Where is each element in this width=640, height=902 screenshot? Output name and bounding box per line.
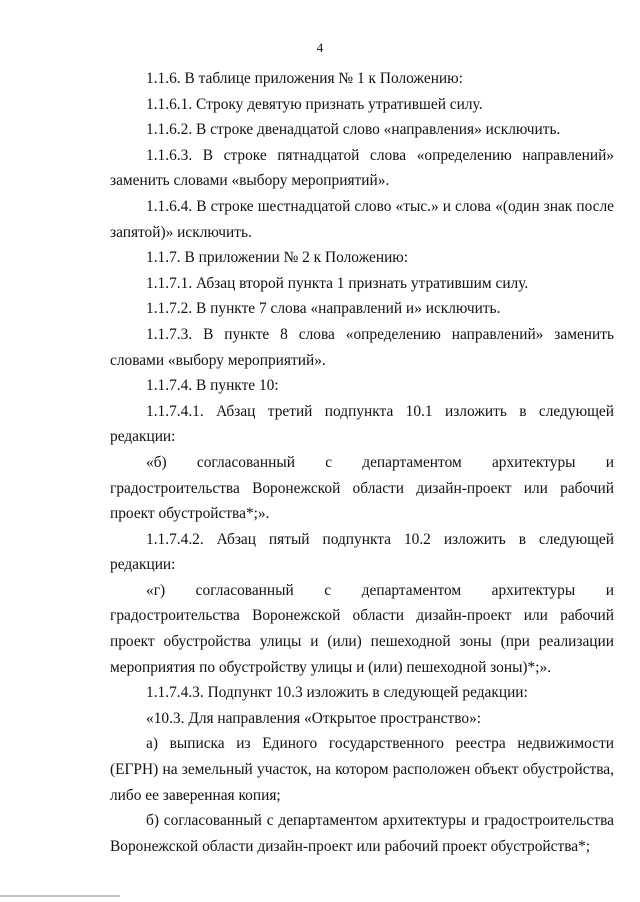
scan-edge-line bbox=[0, 895, 120, 897]
paragraph-1-1-6-1: 1.1.6.1. Строку девятую признать утратившей силу. bbox=[146, 95, 483, 113]
paragraph-1-1-6-2: 1.1.6.2. В строке двенадцатой слово «направления» исключить. bbox=[146, 121, 561, 139]
paragraph-1-1-7-1: 1.1.7.1. Абзац второй пункта 1 признать утратившим силу. bbox=[146, 274, 529, 292]
paragraph-1-1-7-4-1: 1.1.7.4.1. Абзац третий подпункта 10.1 изложить в следующей редакции: bbox=[110, 402, 614, 446]
paragraph-1-1-6-3: 1.1.6.3. В строке пятнадцатой слова «определению направлений» заменить словами «выбору мероприятий». bbox=[110, 146, 614, 190]
quoted-text-10-3: «10.3. Для направления «Открытое пространство»: bbox=[146, 709, 482, 727]
paragraph-1-1-7-3: 1.1.7.3. В пункте 8 слова «определению направлений» заменить словами «выбору мероприятий». bbox=[110, 325, 614, 369]
paragraph-1-1-7: 1.1.7. В приложении № 2 к Положению: bbox=[146, 249, 409, 267]
document-body bbox=[110, 66, 614, 859]
list-item-b: б) согласованный с департаментом архитектуры и градостроительства Воронежской области дизайн-проект или рабочий проект обустройства*; bbox=[110, 812, 614, 855]
quoted-text-b: «б) согласованный с департаментом архитектуры и градостроительства Воронежской области дизайн-проект или рабочий проект обустройства*;». bbox=[110, 453, 614, 523]
paragraph-1-1-7-4-2: 1.1.7.4.2. Абзац пятый подпункта 10.2 изложить в следующей редакции: bbox=[110, 530, 614, 574]
quoted-text-g: «г) согласованный с департаментом архитектуры и градостроительства Воронежской области дизайн-проект или рабочий проект обустройства улицы и (или) пешеходной зоны (при реализации мероприятия по обустройству улицы и (или) пешеходной зоны)*;». bbox=[110, 581, 614, 676]
paragraph-1-1-7-4: 1.1.7.4. В пункте 10: bbox=[146, 377, 279, 395]
paragraph-1-1-6: 1.1.6. В таблице приложения № 1 к Положению: bbox=[146, 70, 463, 87]
paragraph-1-1-7-4-3: 1.1.7.4.3. Подпункт 10.3 изложить в следующей редакции: bbox=[146, 684, 528, 702]
page-number: 4 bbox=[316, 40, 324, 55]
paragraph-1-1-6-4: 1.1.6.4. В строке шестнадцатой слово «тыс.» и слова «(один знак после запятой)» исключить. bbox=[110, 197, 614, 241]
list-item-a: а) выписка из Единого государственного реестра недвижимости (ЕГРН) на земельный участок, на котором расположен объект обустройства, либо ее заверенная копия; bbox=[110, 735, 614, 804]
paragraph-1-1-7-2: 1.1.7.2. В пункте 7 слова «направлений и» исключить. bbox=[146, 300, 501, 318]
